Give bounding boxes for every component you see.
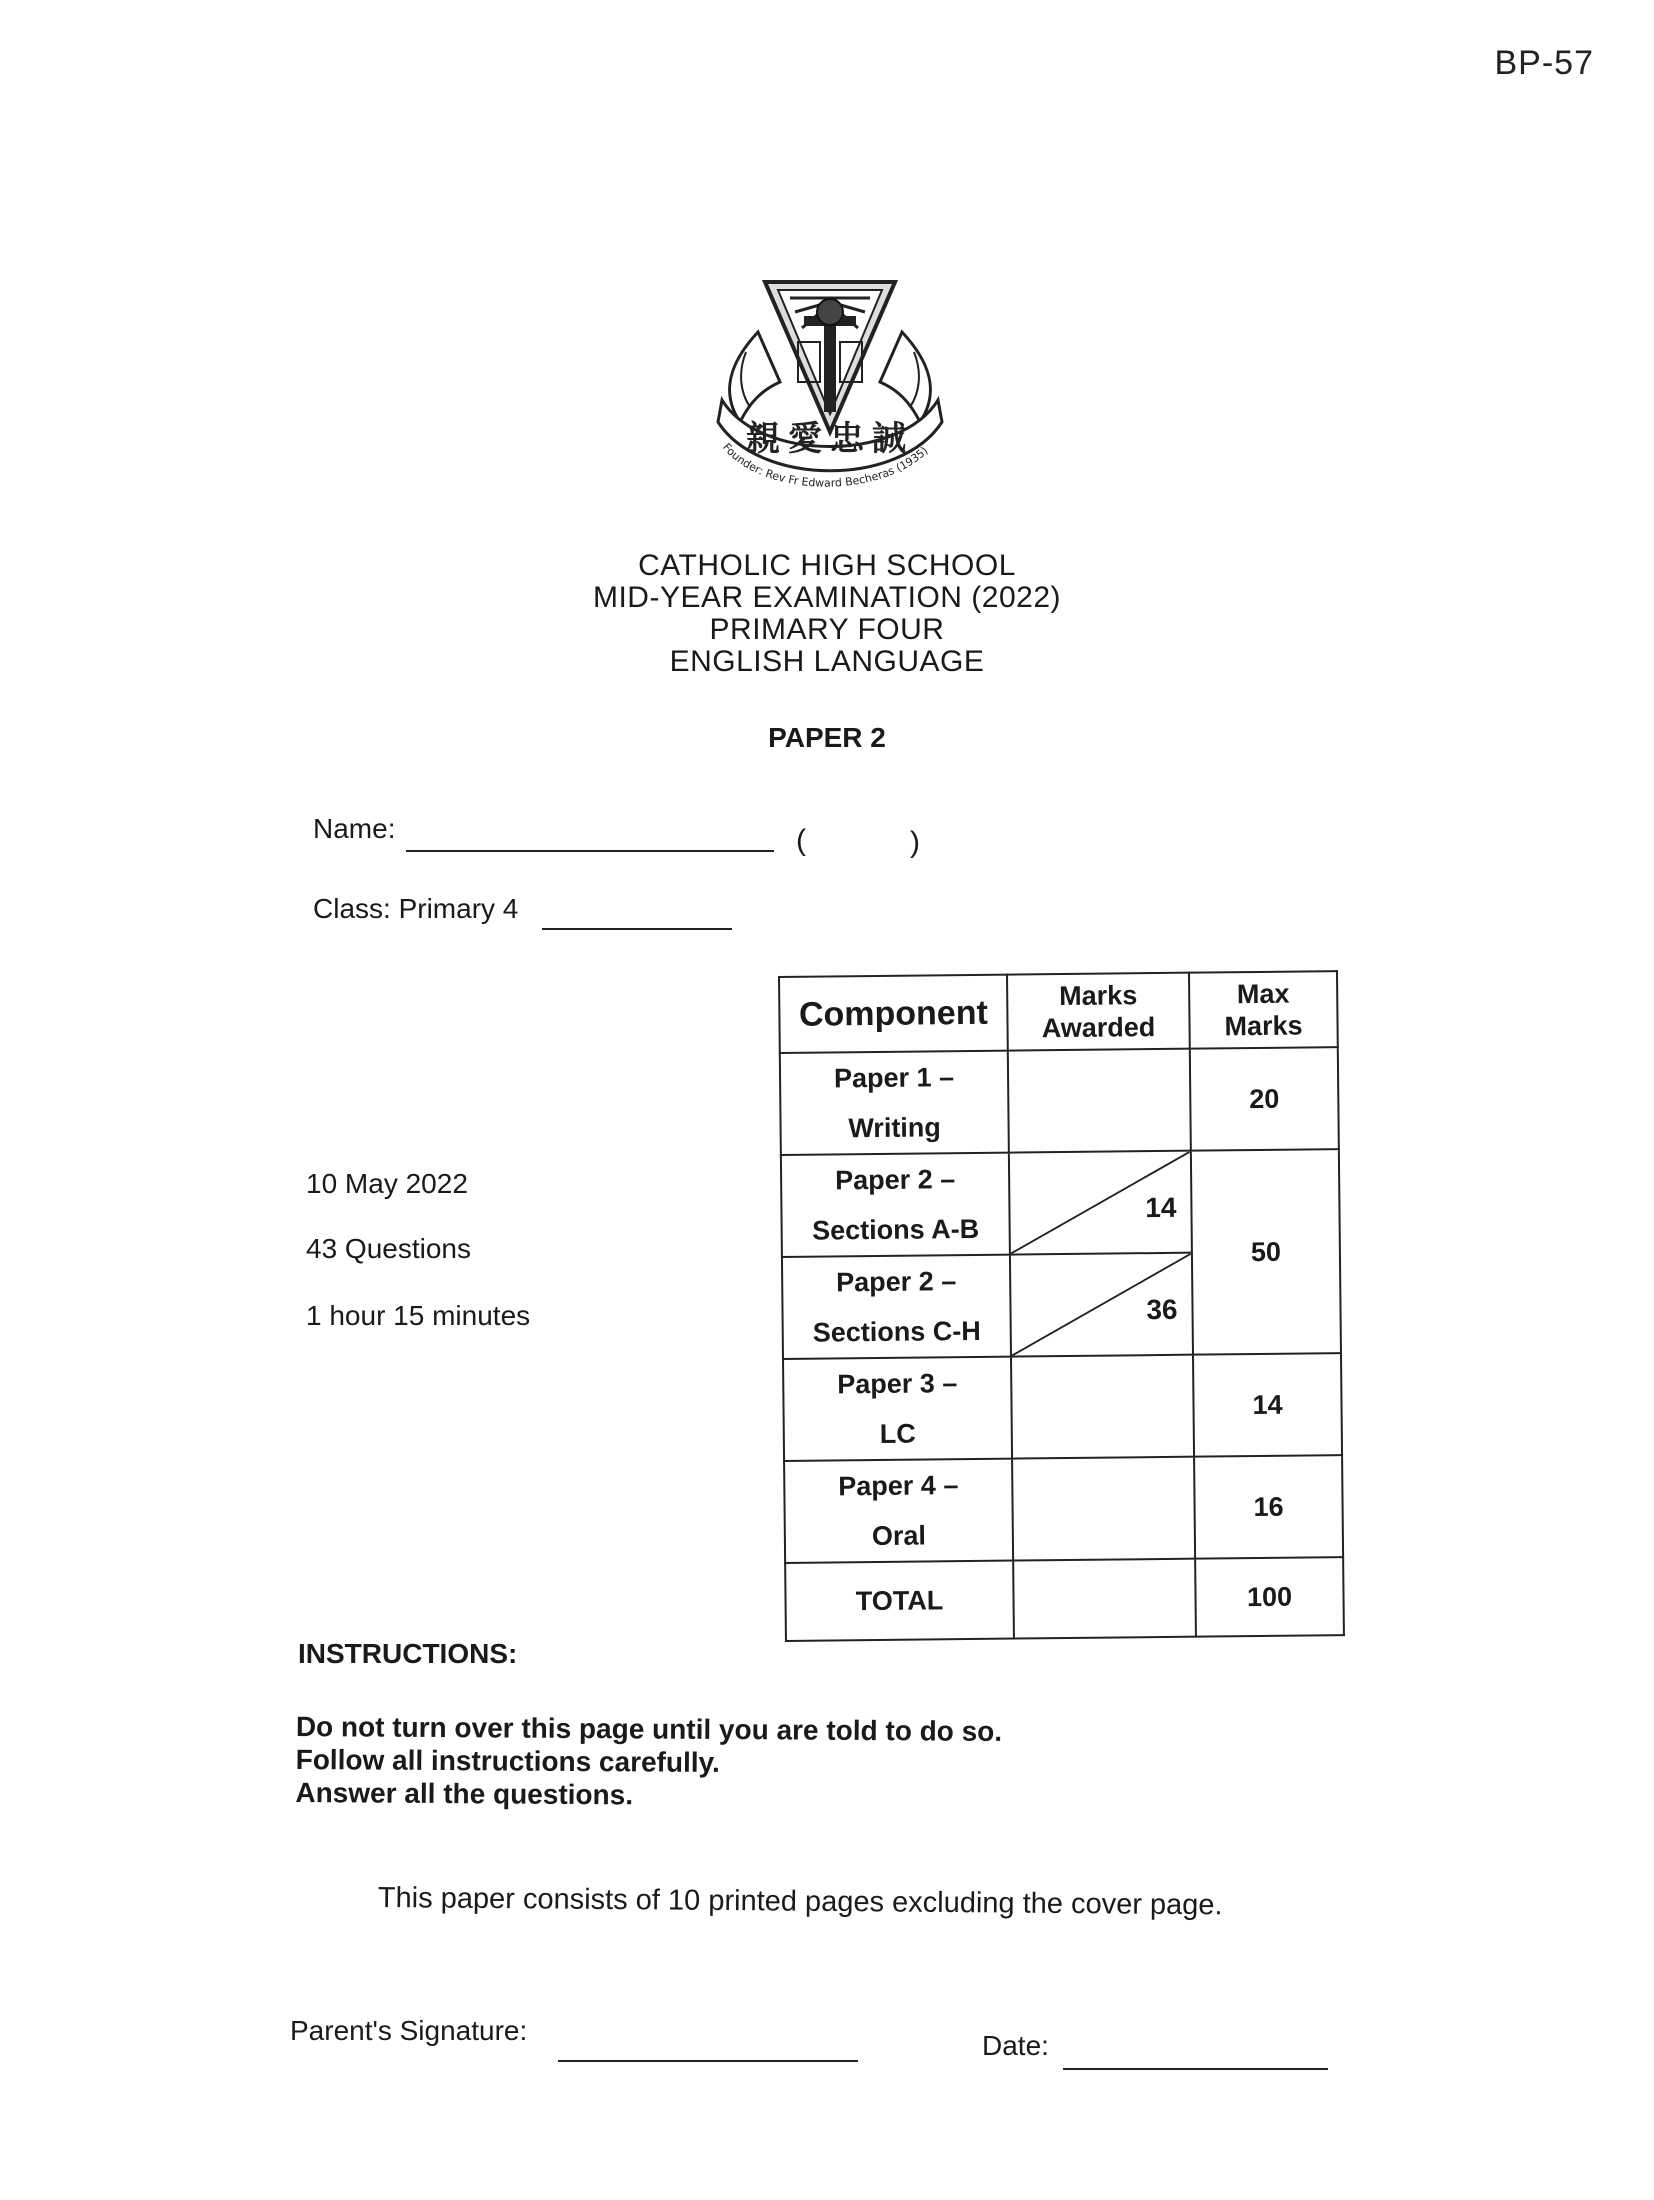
component-line1: Paper 2 –	[836, 1266, 957, 1298]
awarded-cell-diagonal[interactable]	[1010, 1253, 1193, 1357]
awarded-cell-diagonal[interactable]	[1009, 1151, 1192, 1255]
total-max-cell: 100	[1195, 1557, 1344, 1637]
exam-date: 10 May 2022	[306, 1168, 468, 1199]
component-cell	[780, 1051, 1009, 1155]
instruction-line: Answer all the questions.	[295, 1776, 634, 1811]
awarded-out-of-value: 36	[1146, 1293, 1178, 1326]
marks-table	[778, 970, 1345, 1642]
component-line1: Paper 3 –	[837, 1368, 958, 1400]
parent-signature-field[interactable]	[558, 2060, 858, 2062]
class-label: Class: Primary 4	[313, 893, 519, 924]
component-line1: Paper 2 –	[834, 1164, 956, 1196]
header-max-line1: Max	[1236, 978, 1290, 1010]
awarded-cell[interactable]	[1011, 1355, 1194, 1459]
crest-motto: 親愛忠誠	[746, 419, 914, 459]
awarded-out-of-value: 14	[1145, 1191, 1177, 1224]
header-marks-awarded	[1007, 973, 1190, 1051]
component-cell	[782, 1255, 1011, 1359]
total-label-cell: TOTAL	[785, 1561, 1014, 1641]
component-line2: Sections A-B	[811, 1213, 980, 1246]
page-count-note: This paper consists of 10 printed pages excluding the cover page.	[377, 1882, 1223, 1922]
table-row	[781, 1149, 1340, 1257]
subject-name: ENGLISH LANGUAGE	[669, 645, 985, 678]
total-awarded-cell[interactable]	[1013, 1559, 1196, 1639]
table-row-total	[785, 1557, 1344, 1641]
exam-duration: 1 hour 15 minutes	[306, 1300, 531, 1331]
header-awarded-line2: Awarded	[1041, 1012, 1156, 1044]
table-row	[783, 1353, 1342, 1461]
header-max-marks	[1189, 971, 1338, 1049]
signature-date-label: Date:	[982, 2030, 1049, 2061]
component-cell	[781, 1153, 1010, 1257]
exam-name: MID-YEAR EXAMINATION (2022)	[592, 581, 1062, 614]
school-crest-logo	[700, 272, 960, 512]
signature-date-field[interactable]	[1063, 2068, 1328, 2070]
level-name: PRIMARY FOUR	[709, 613, 945, 646]
instruction-line: Do not turn over this page until you are told to do so.	[295, 1711, 1003, 1747]
component-line1: Paper 1 –	[833, 1062, 955, 1094]
register-number-open-paren: (	[796, 824, 806, 857]
max-cell: 50	[1191, 1149, 1341, 1355]
school-name: CATHOLIC HIGH SCHOOL	[638, 549, 1016, 582]
instruction-line: Follow all instructions carefully.	[295, 1743, 720, 1778]
header-awarded-line1: Marks	[1059, 980, 1138, 1012]
max-cell: 16	[1194, 1455, 1343, 1559]
question-count: 43 Questions	[306, 1233, 471, 1264]
table-row	[784, 1455, 1343, 1563]
exam-title-block	[0, 550, 1654, 678]
max-cell: 20	[1190, 1047, 1339, 1151]
component-line2: LC	[879, 1418, 916, 1449]
instructions-list	[295, 1710, 1002, 1814]
component-line2: Sections C-H	[812, 1315, 981, 1348]
header-max-line2: Marks	[1224, 1010, 1303, 1042]
instructions-heading: INSTRUCTIONS:	[298, 1638, 518, 1669]
parent-signature-label: Parent's Signature:	[290, 2015, 528, 2046]
paper-label: PAPER 2	[768, 722, 886, 753]
component-cell	[784, 1459, 1013, 1563]
crest-founder-text: Founder: Rev Fr Edward Becheras (1935)	[720, 440, 931, 490]
header-component: Component	[779, 975, 1008, 1053]
marks-table-header	[779, 971, 1338, 1053]
page-id: BP-57	[1494, 44, 1594, 82]
max-cell: 14	[1193, 1353, 1342, 1457]
name-label: Name:	[313, 813, 396, 844]
component-line2: Writing	[848, 1112, 941, 1144]
component-cell	[783, 1357, 1012, 1461]
awarded-cell[interactable]	[1012, 1457, 1195, 1561]
name-field[interactable]	[406, 850, 774, 852]
register-number-close-paren: )	[910, 826, 920, 859]
awarded-cell[interactable]	[1008, 1049, 1191, 1153]
table-row	[780, 1047, 1339, 1155]
class-field[interactable]	[542, 928, 732, 930]
component-line2: Oral	[871, 1520, 927, 1552]
component-line1: Paper 4 –	[838, 1470, 959, 1502]
